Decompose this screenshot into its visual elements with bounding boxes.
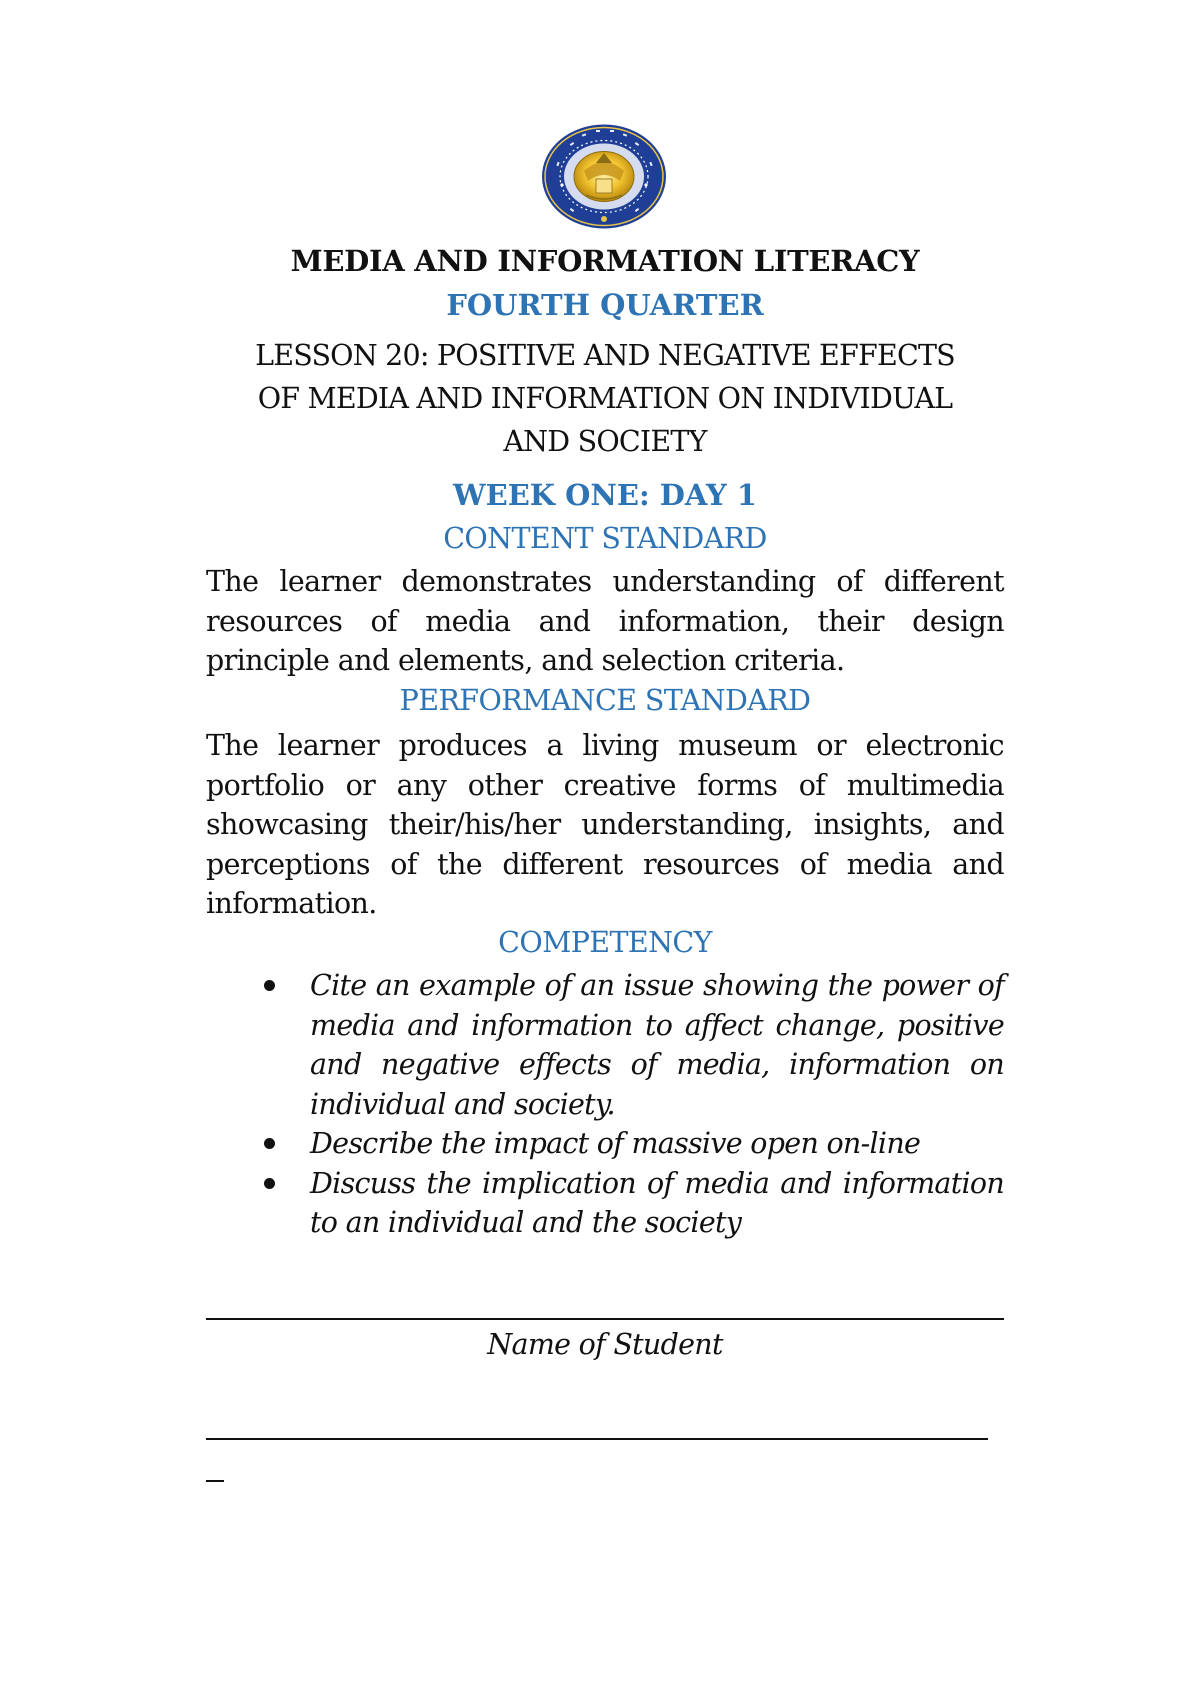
- blank-line-stub: [206, 1480, 224, 1482]
- content-standard-text: The learner demonstrates understanding of different resources of media and information, their design principle and elements, and selection criteria.: [206, 565, 1004, 677]
- bullet-icon: [264, 980, 275, 991]
- competency-item-text: Describe the impact of massive open on-line: [310, 1127, 921, 1160]
- blank-line[interactable]: [206, 1438, 988, 1440]
- performance-standard-heading: PERFORMANCE STANDARD: [399, 684, 811, 717]
- competency-item: [258, 1124, 1004, 1164]
- lesson-title: [206, 334, 1004, 463]
- competency-list: [258, 966, 1004, 1243]
- content-standard-heading: CONTENT STANDARD: [443, 522, 767, 555]
- competency-item: [258, 966, 1004, 1124]
- competency-item: [258, 1164, 1004, 1243]
- lesson-title-line: AND SOCIETY: [503, 425, 707, 458]
- performance-standard-text: The learner produces a living museum or electronic portfolio or any other creative forms of multimedia showcasing their/his/her understanding, insights, and perceptions of the different resources of media and information.: [206, 729, 1004, 920]
- competency-item-text: Cite an example of an issue showing the power of media and information to affect change, positive and negative effects of media, information on individual and society.: [310, 969, 1004, 1121]
- week-heading: WEEK ONE: DAY 1: [453, 478, 757, 512]
- bullet-icon: [264, 1178, 275, 1189]
- student-name-label: Name of Student: [487, 1328, 723, 1361]
- student-name-line[interactable]: [206, 1318, 1004, 1320]
- competency-item-text: Discuss the implication of media and information to an individual and the society: [310, 1166, 1004, 1239]
- lesson-title-line: LESSON 20: POSITIVE AND NEGATIVE EFFECTS: [255, 339, 955, 372]
- competency-heading: COMPETENCY: [498, 926, 712, 959]
- lesson-title-line: OF MEDIA AND INFORMATION ON INDIVIDUAL: [257, 382, 953, 415]
- document-title: MEDIA AND INFORMATION LITERACY: [290, 244, 920, 278]
- school-seal-icon: [540, 123, 668, 230]
- quarter-heading: FOURTH QUARTER: [446, 288, 764, 322]
- bullet-icon: [264, 1138, 275, 1149]
